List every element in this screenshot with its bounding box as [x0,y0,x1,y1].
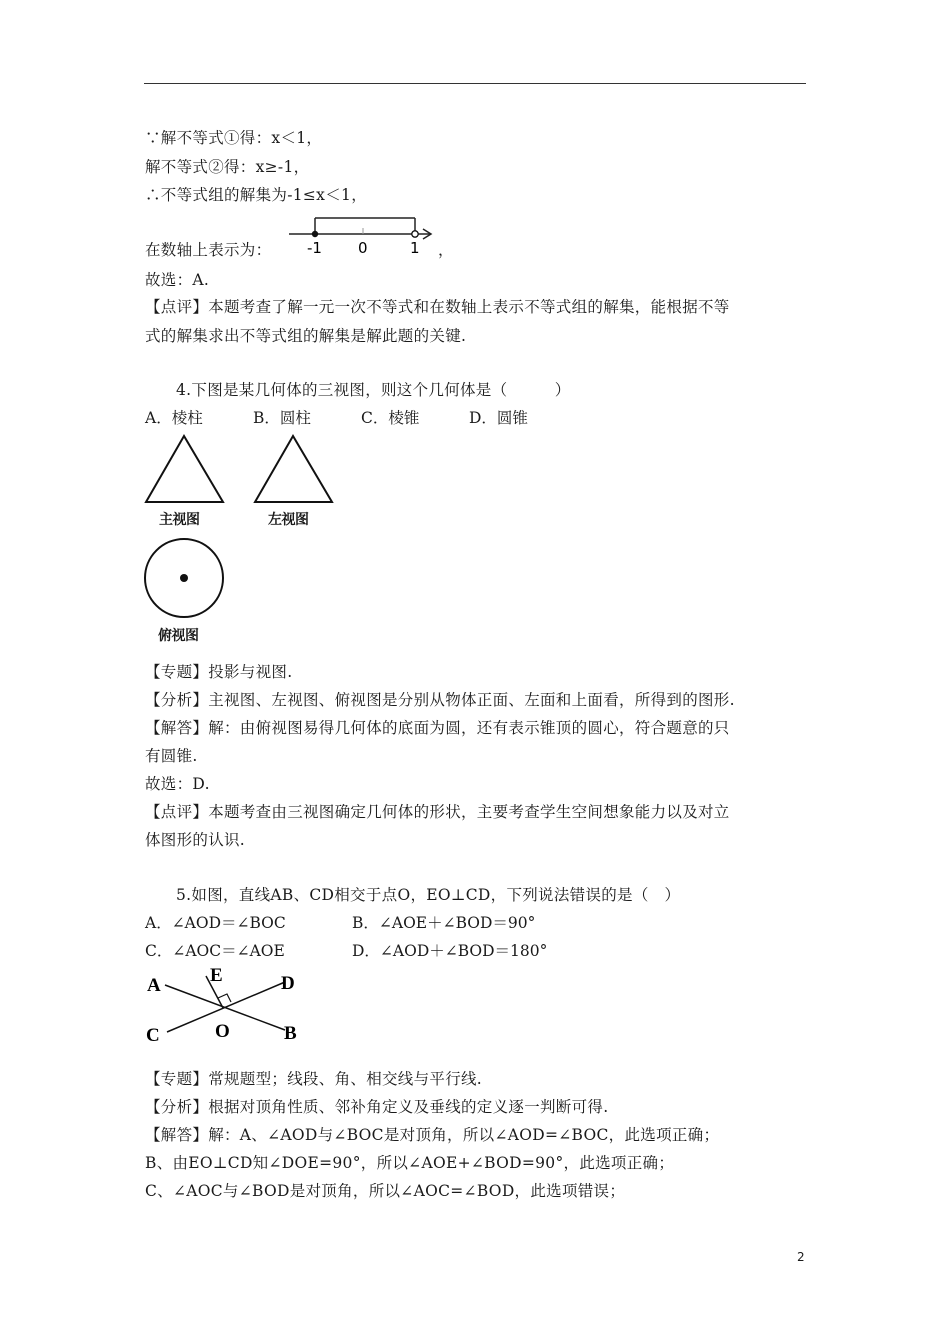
text-line: 解不等式②得：x≥-1， [145,158,310,176]
tick-label: 1 [410,239,420,257]
text-line: 【专题】常规题型；线段、角、相交线与平行线. [145,1070,483,1088]
option-c: C．∠AOC＝∠AOE [145,942,285,960]
option-a: A．棱柱 [145,409,203,427]
text-line: 有圆锥. [145,747,198,765]
label-o: O [215,1021,230,1042]
text-line: B、由EO⊥CD知∠DOE=90°，所以∠AOE+∠BOD=90°，此选项正确； [145,1154,675,1172]
intersecting-lines-figure [140,960,320,1048]
open-dot-icon [412,231,418,237]
text-line: 故选：D. [145,775,210,793]
text-line: ∴不等式组的解集为-1≤x＜1， [145,186,367,204]
option-c: C．棱锥 [361,409,420,427]
top-view-circle [140,535,228,623]
label-e: E [210,965,223,986]
label-b: B [284,1023,297,1044]
question-5: 5.如图，直线AB、CD相交于点O，EO⊥CD，下列说法错误的是（ ） [176,886,681,904]
text-line: 【解答】解：由俯视图易得几何体的底面为圆，还有表示锥顶的圆心，符合题意的只 [145,719,730,737]
text-suffix: ， [438,241,454,259]
front-view-caption: 主视图 [159,512,200,528]
page-number: 2 [797,1250,805,1264]
text-line: 体图形的认识. [145,831,246,849]
text-line: 【分析】主视图、左视图、俯视图是分别从物体正面、左面和上面看，所得到的图形. [145,691,735,709]
label-c: C [146,1025,160,1046]
label-d: D [281,973,295,994]
text-line: 【分析】根据对顶角性质、邻补角定义及垂线的定义逐一判断可得. [145,1098,609,1116]
text-line: 【点评】本题考查由三视图确定几何体的形状，主要考查学生空间想象能力以及对立 [145,803,730,821]
top-view-caption: 俯视图 [158,628,199,644]
header-rule [144,83,806,84]
number-line-figure [285,210,440,258]
text-line: 【专题】投影与视图. [145,663,293,681]
left-view-triangle [249,430,339,506]
text-line: 【解答】解：A、∠AOD与∠BOC是对顶角，所以∠AOD=∠BOC，此选项正确； [145,1126,720,1144]
left-view-caption: 左视图 [268,512,309,528]
front-view-triangle [140,430,230,506]
tick-label: 0 [358,239,368,257]
text-line: ∵解不等式①得：x＜1， [145,129,323,147]
closed-dot-icon [312,231,318,237]
option-b: B．∠AOE＋∠BOD＝90° [352,914,536,932]
option-a: A．∠AOD＝∠BOC [145,914,286,932]
question-4: 4.下图是某几何体的三视图，则这个几何体是（ ） [176,381,571,399]
text-line: 【点评】本题考查了解一元一次不等式和在数轴上表示不等式组的解集，能根据不等 [145,298,730,316]
text-line: 式的解集求出不等式组的解集是解此题的关键. [145,327,467,345]
label-a: A [147,975,161,996]
tick-label: -1 [307,239,322,257]
option-d: D．∠AOD＋∠BOD＝180° [352,942,548,960]
option-b: B．圆柱 [253,409,311,427]
option-d: D．圆锥 [469,409,528,427]
text-line: C、∠AOC与∠BOD是对顶角，所以∠AOC=∠BOD，此选项错误； [145,1182,626,1200]
apex-dot-icon [180,574,188,582]
text-line: 故选：A. [145,271,210,289]
text-line: 在数轴上表示为： [145,241,272,259]
